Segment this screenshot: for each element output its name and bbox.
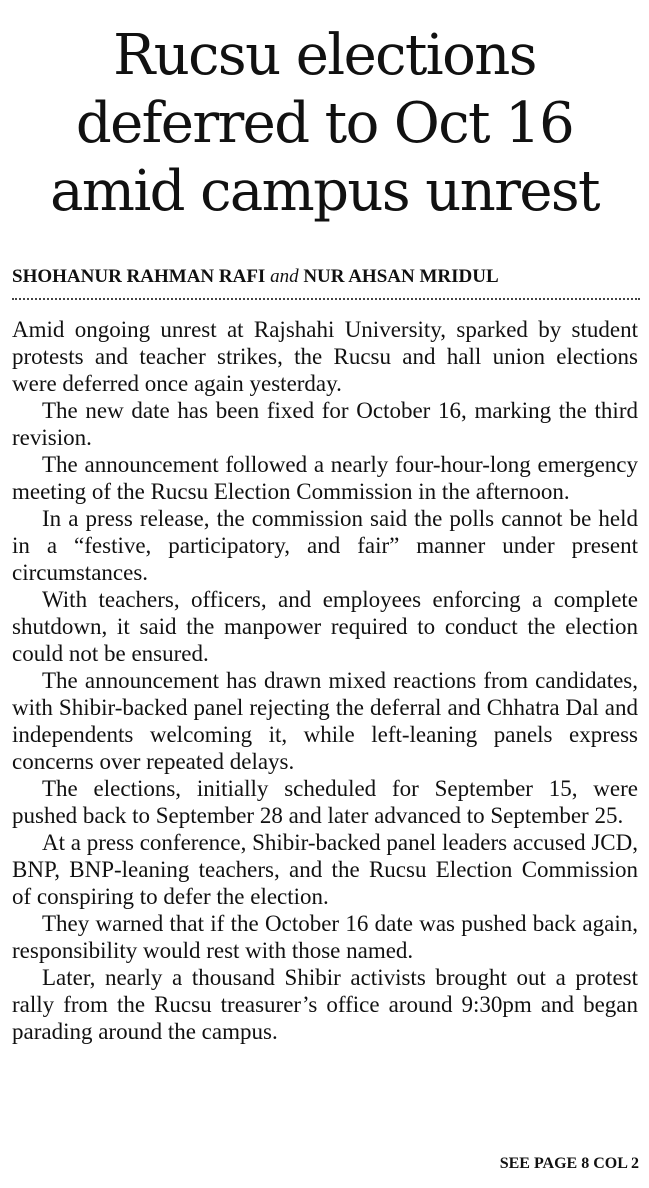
headline-line: deferred to Oct 16 <box>75 91 574 156</box>
headline <box>8 22 641 226</box>
body-paragraph: Amid ongoing unrest at Rajshahi University, sparked by student protests and teacher strikes, the Rucsu and hall union elections were deferred once again yesterday. <box>12 317 638 396</box>
body-paragraph: The elections, initially scheduled for September 15, were pushed back to September 28 and later advanced to September 25. <box>12 776 638 828</box>
continuation-reference: SEE PAGE 8 COL 2 <box>499 1155 639 1172</box>
byline-conjunction: and <box>270 266 299 287</box>
body-paragraph: The announcement followed a nearly four-hour-long emergency meeting of the Rucsu Election Commission in the afternoon. <box>12 452 638 504</box>
byline-author: NUR AHSAN MRIDUL <box>303 266 499 287</box>
dotted-divider <box>12 298 640 300</box>
headline-line: Rucsu elections <box>113 23 536 88</box>
headline-line: amid campus unrest <box>50 159 599 224</box>
byline <box>12 266 640 288</box>
body-paragraph: They warned that if the October 16 date was pushed back again, responsibility would rest with those named. <box>12 911 638 963</box>
body-paragraph: With teachers, officers, and employees enforcing a complete shutdown, it said the manpower required to conduct the election could not be ensured. <box>12 587 638 666</box>
byline-author: SHOHANUR RAHMAN RAFI <box>12 266 266 287</box>
body-paragraph: The new date has been fixed for October 16, marking the third revision. <box>12 398 638 450</box>
body-paragraph: In a press release, the commission said the polls cannot be held in a “festive, participatory, and fair” manner under present circumstances. <box>12 506 638 585</box>
body-paragraph: At a press conference, Shibir-backed panel leaders accused JCD, BNP, BNP-leaning teachers, and the Rucsu Election Commission of conspiring to defer the election. <box>12 830 639 909</box>
article-body <box>12 316 638 1045</box>
body-paragraph: Later, nearly a thousand Shibir activists brought out a protest rally from the Rucsu treasurer’s office around 9:30pm and began parading around the campus. <box>12 965 638 1044</box>
body-paragraph: The announcement has drawn mixed reactions from candidates, with Shibir-backed panel rejecting the deferral and Chhatra Dal and independents welcoming it, while left-leaning panels express concerns over repeated delays. <box>12 668 638 774</box>
